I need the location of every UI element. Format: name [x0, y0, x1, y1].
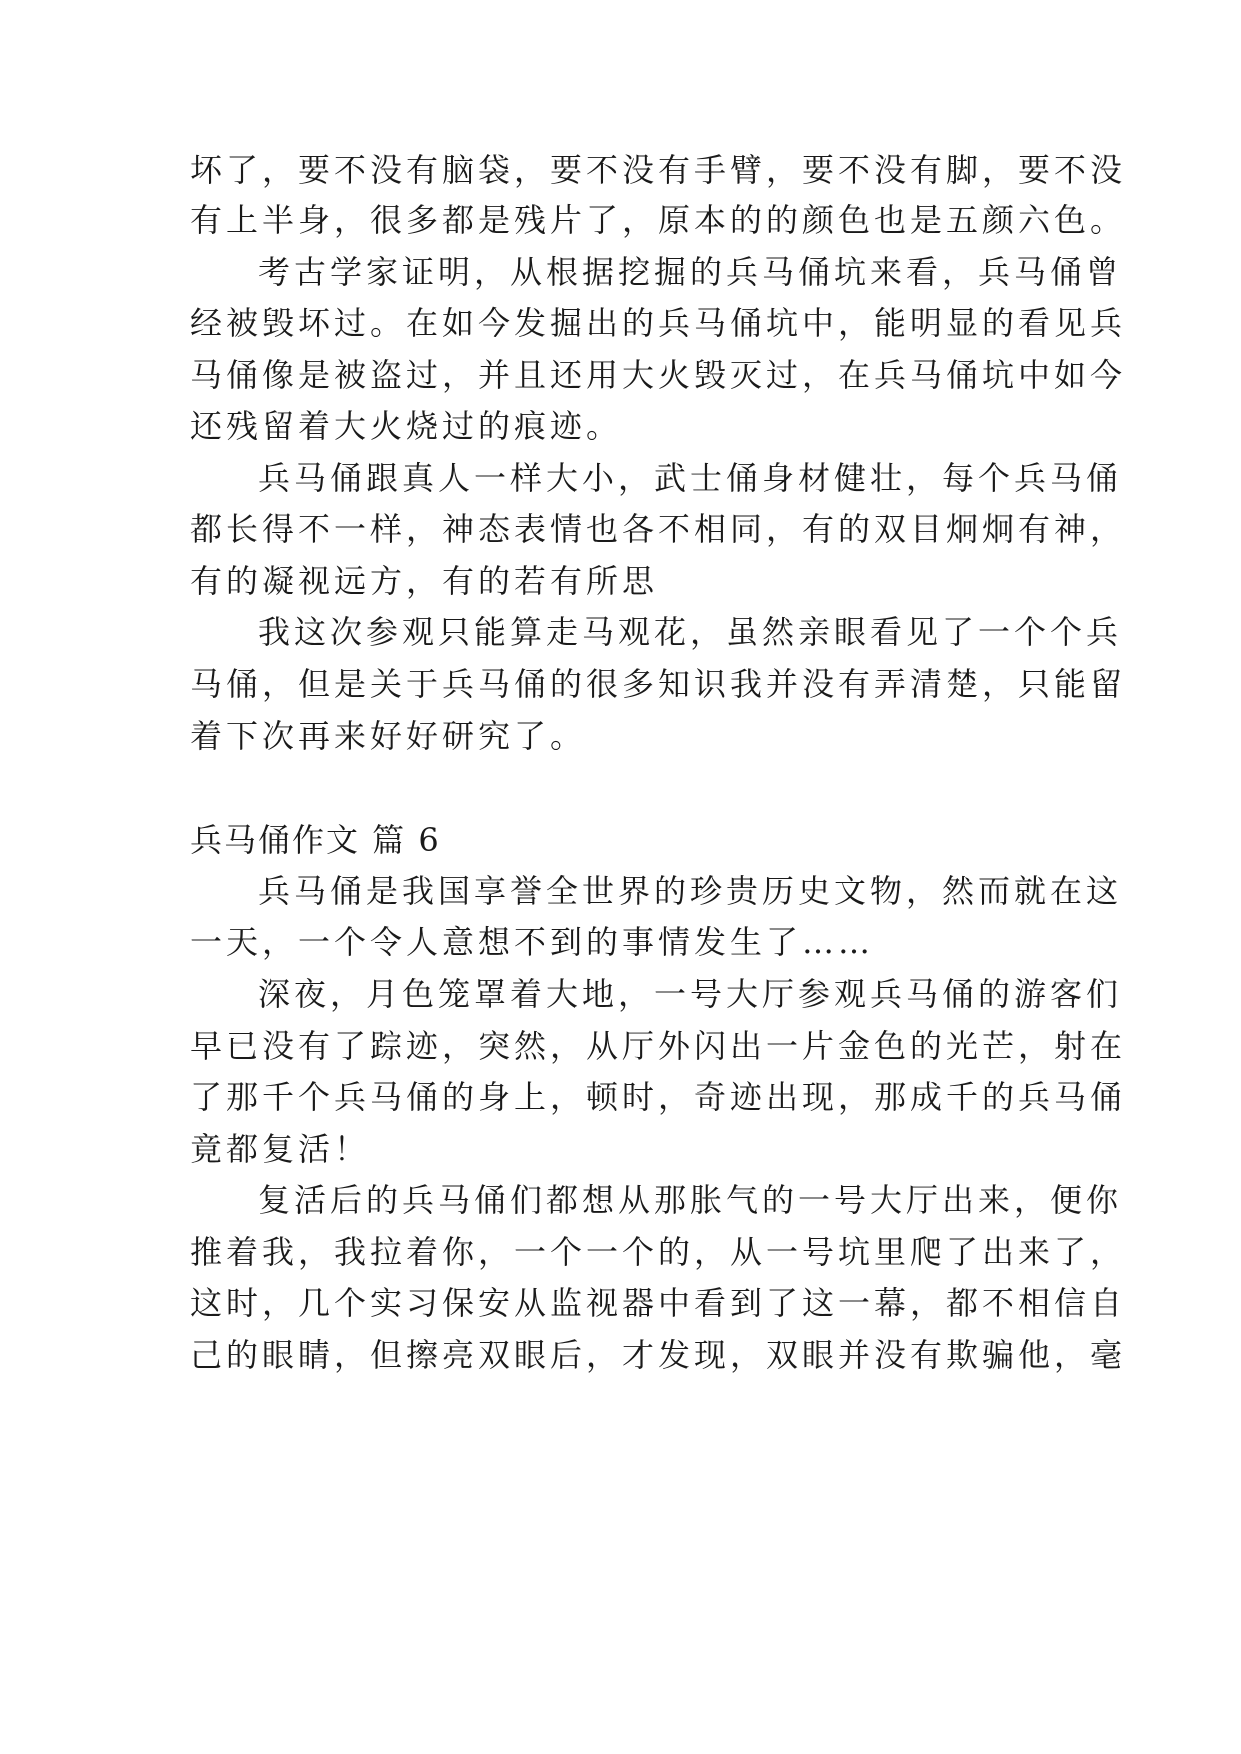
text-line: 了那千个兵马俑的身上，顿时，奇迹出现，那成千的兵马俑 [190, 1078, 1127, 1116]
text-line: 有上半身，很多都是残片了，原本的的颜色也是五颜六色。 [190, 201, 1127, 239]
text-line: 推着我，我拉着你，一个一个的，从一号坑里爬了出来了， [190, 1233, 1127, 1271]
text-line: 一天，一个令人意想不到的事情发生了…… [190, 923, 875, 961]
text-line: 坏了，要不没有脑袋，要不没有手臂，要不没有脚，要不没 [190, 151, 1127, 189]
text-line: 马俑，但是关于兵马俑的很多知识我并没有弄清楚，只能留 [190, 665, 1127, 703]
paragraph-start-line: 兵马俑是我国享誉全世界的珍贵历史文物，然而就在这 [258, 872, 1123, 910]
section-heading: 兵马俑作文 篇 6 [190, 821, 441, 859]
paragraph-start-line: 复活后的兵马俑们都想从那胀气的一号大厅出来，便你 [258, 1181, 1123, 1219]
text-line: 着下次再来好好研究了。 [190, 717, 587, 755]
text-line: 还残留着大火烧过的痕迹。 [190, 407, 623, 445]
text-line: 己的眼睛，但擦亮双眼后，才发现，双眼并没有欺骗他，毫 [190, 1336, 1127, 1374]
paragraph-start-line: 兵马俑跟真人一样大小，武士俑身材健壮，每个兵马俑 [258, 459, 1123, 497]
paragraph-start-line: 考古学家证明，从根据挖掘的兵马俑坑来看，兵马俑曾 [258, 253, 1123, 291]
paragraph-start-line: 深夜，月色笼罩着大地，一号大厅参观兵马俑的游客们 [258, 975, 1123, 1013]
text-line: 早已没有了踪迹，突然，从厅外闪出一片金色的光芒，射在 [190, 1027, 1127, 1065]
text-line: 有的凝视远方，有的若有所思 [190, 562, 659, 600]
text-line: 经被毁坏过。在如今发掘出的兵马俑坑中，能明显的看见兵 [190, 304, 1127, 342]
text-line: 都长得不一样，神态表情也各不相同，有的双目炯炯有神， [190, 510, 1127, 548]
paragraph-start-line: 我这次参观只能算走马观花，虽然亲眼看见了一个个兵 [258, 613, 1123, 651]
text-line: 竟都复活！ [190, 1130, 371, 1168]
text-line: 这时，几个实习保安从监视器中看到了这一幕，都不相信自 [190, 1284, 1127, 1322]
text-line: 马俑像是被盗过，并且还用大火毁灭过，在兵马俑坑中如今 [190, 356, 1127, 394]
